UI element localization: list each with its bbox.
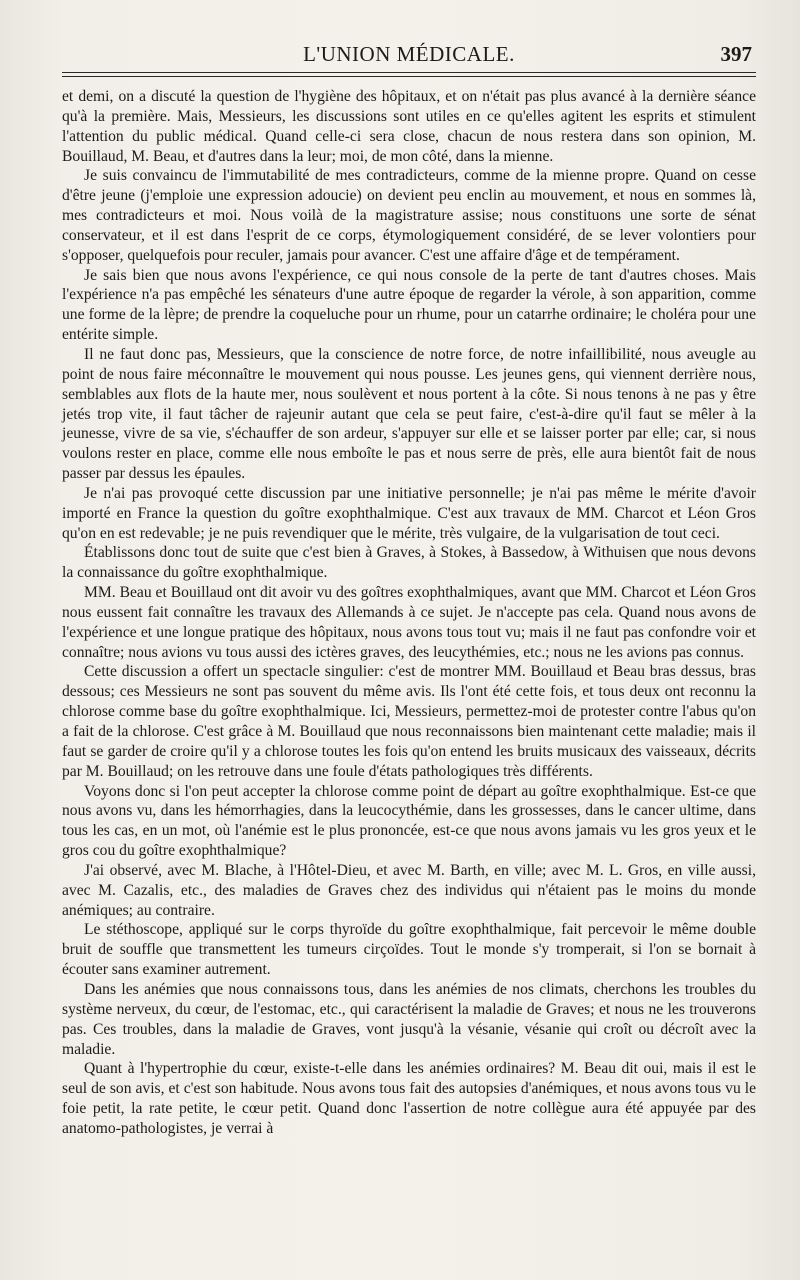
- paragraph: Il ne faut donc pas, Messieurs, que la conscience de notre force, de notre infaillibilité, nous aveugle au point de nous faire méconnaître le mouvement qui nous pousse. Les jeunes gens, qui viennent derrière nous, semblables aux flots de la haute mer, nous soulèvent et nous portent à la côte. Si nous tenons à ne pas y être jetés trop vite, il faut tâcher de rajeunir autant que cela se peut faire, c'est-à-dire qu'il faut se mêler à la jeunesse, vivre de sa vie, s'échauffer de son ardeur, s'appuyer sur elle et se laisser porter par elle; car, si nous voulons rester en place, comme elle nous emboîte le pas et nous serre de près, elle aura bientôt fait de nous passer par dessus les épaules.: [62, 345, 756, 483]
- body-text: [62, 87, 756, 1139]
- header-rule: [62, 72, 756, 77]
- paragraph: Le stéthoscope, appliqué sur le corps thyroïde du goître exophthalmique, fait percevoir le même double bruit de souffle que transmettent les tumeurs cirçoïdes. Tout le monde s'y tromperait, si l'on se bornait à écouter sans examiner autrement.: [62, 921, 756, 979]
- paragraph: Dans les anémies que nous connaissons tous, dans les anémies de nos climats, cherchons les troubles du système nerveux, du cœur, de l'estomac, etc., qui caractérisent la maladie de Graves; et nous ne les trouverons pas. Ces troubles, dans la maladie de Graves, vont jusqu'à la vésanie, vésanie qui croît ou décroît avec la maladie.: [62, 980, 756, 1058]
- paragraph: Je suis convaincu de l'immutabilité de mes contradicteurs, comme de la mienne propre. Quand on cesse d'être jeune (j'emploie une expression adoucie) on devient peu enclin au mouvement, et nous en sommes là, mes contradicteurs et moi. Nous voilà de la magistrature assise; nous constituons une sorte de sénat conservateur, et il est dans l'esprit de ce corps, étymologiquement considéré, de se lever volontiers pour s'opposer, quelquefois pour reculer, jamais pour avancer. C'est une affaire d'âge et de tempérament.: [62, 167, 756, 264]
- paragraph: Je sais bien que nous avons l'expérience, ce qui nous console de la perte de tant d'autres choses. Mais l'expérience n'a pas empêché les sénateurs d'une autre époque de regarder la vérole, à son apparition, comme une forme de la lèpre; de prendre la coqueluche pour un rhume, pour un catarrhe ordinaire; le choléra pour une entérite simple.: [62, 266, 756, 344]
- paragraph: Établissons donc tout de suite que c'est bien à Graves, à Stokes, à Bassedow, à Withuisen que nous devons la connaissance du goître exophthalmique.: [62, 544, 756, 582]
- paragraph: Cette discussion a offert un spectacle singulier: c'est de montrer MM. Bouillaud et Beau bras dessus, bras dessous; ces Messieurs ne sont pas souvent du même avis. Ils l'ont été cette fois, et tous deux ont reconnu la chlorose comme base du goître exophthalmique. Ici, Messieurs, permettez-moi de protester contre l'abus qu'on a fait de la chlorose. C'est grâce à M. Bouillaud que nous reconnaissons bien maintenant cette maladie; mais il faut se garder de croire qu'il y a chlorose toutes les fois qu'on entend les bruits musicaux des vaisseaux, décrits par M. Bouillaud; on les retrouve dans une foule d'états pathologiques très différents.: [62, 663, 756, 780]
- running-head: [62, 38, 756, 68]
- paragraph: Quant à l'hypertrophie du cœur, existe-t-elle dans les anémies ordinaires? M. Beau dit oui, mais il est le seul de son avis, et c'est son habitude. Nous avons tous fait des autopsies d'anémiques, et nous avons tous vu le foie petit, la rate petite, le cœur petit. Quand donc l'assertion de notre collègue aura été appuyée par des anatomo-pathologistes, je verrai à: [62, 1060, 756, 1137]
- paragraph: MM. Beau et Bouillaud ont dit avoir vu des goîtres exophthalmiques, avant que MM. Charcot et Léon Gros nous eussent fait connaître les travaux des Allemands à ce sujet. Je n'accepte pas cela. Quand nous avons de l'expérience et une longue pratique des hôpitaux, nous avons tous tout vu; mais il ne faut pas confondre voir et connaître; nous avions vu tous aussi des ictères graves, des leucythémies, etc.; nous ne les avions pas connus.: [62, 584, 756, 661]
- paragraph: J'ai observé, avec M. Blache, à l'Hôtel-Dieu, et avec M. Barth, en ville; avec M. L. Gros, en ville aussi, avec M. Cazalis, etc., des maladies de Graves chez des individus qui n'étaient pas le moins du monde anémiques; au contraire.: [62, 861, 756, 919]
- journal-title: L'UNION MÉDICALE.: [303, 42, 515, 66]
- paragraph: et demi, on a discuté la question de l'hygiène des hôpitaux, et on n'était pas plus avancé à la dernière séance qu'à la première. Mais, Messieurs, les discussions sont utiles en ce qu'elles agitent les esprits et stimulent l'attention du public médical. Quand celle-ci sera close, chacun de nous restera dans son opinion, M. Bouillaud, M. Beau, et d'autres dans la leur; moi, de mon côté, dans la mienne.: [62, 88, 756, 165]
- paragraph: Voyons donc si l'on peut accepter la chlorose comme point de départ au goître exophthalmique. Est-ce que nous avons vu, dans les hémorrhagies, dans la leucocythémie, dans les grossesses, dans le cancer ultime, dans tous les cas, en un mot, où l'anémie est le plus prononcée, est-ce que nous avons jamais vu les gros yeux et le gros cou du goître exophthalmique?: [62, 782, 756, 860]
- page-number: 397: [720, 42, 752, 66]
- paragraph: Je n'ai pas provoqué cette discussion par une initiative personnelle; je n'ai pas même le mérite d'avoir importé en France la question du goître exophthalmique. C'est aux travaux de MM. Charcot et Léon Gros qu'on en est redevable; je ne puis revendiquer que le mérite, très vulgaire, de la vulgarisation de tout ceci.: [62, 484, 756, 542]
